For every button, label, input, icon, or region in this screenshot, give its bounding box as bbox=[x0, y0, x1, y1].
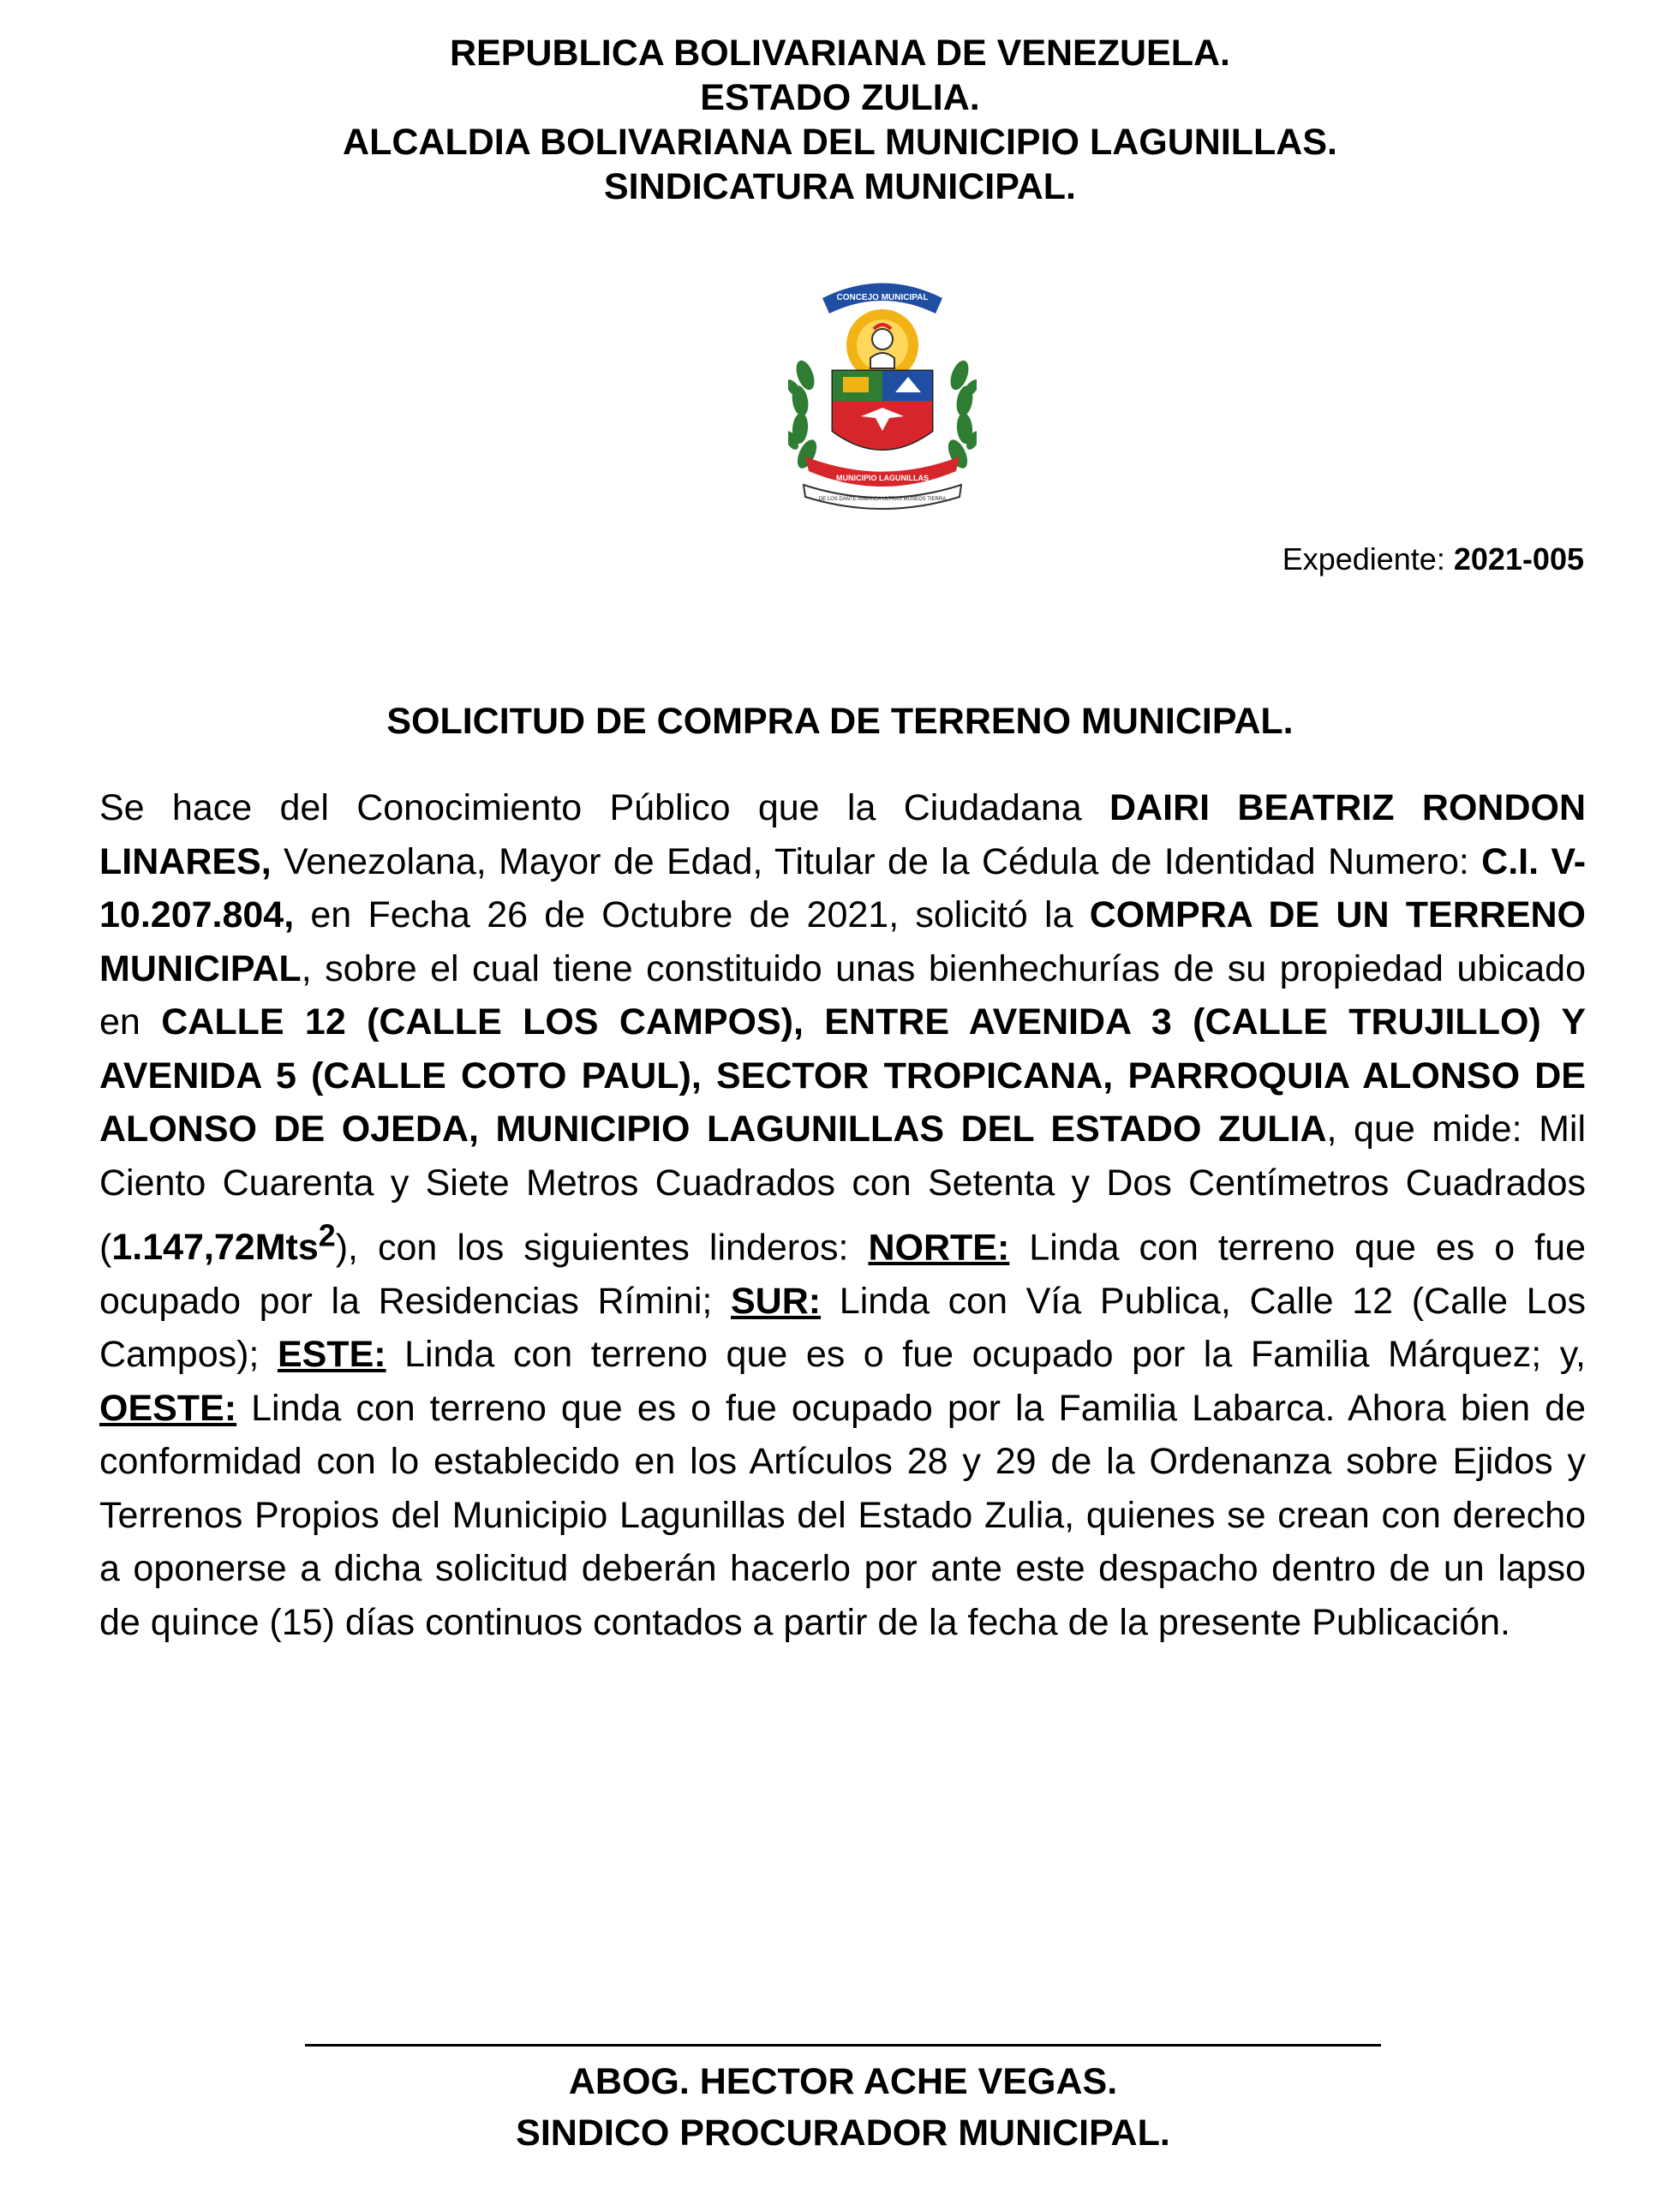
body-text-6: ), con los siguientes linderos: bbox=[335, 1227, 869, 1269]
este-label: ESTE: bbox=[277, 1334, 386, 1376]
sur-label: SUR: bbox=[731, 1280, 822, 1322]
este-text: Linda con terreno que es o fue ocupado por la Familia Márquez; y, bbox=[386, 1334, 1586, 1376]
property-address: CALLE 12 (CALLE LOS CAMPOS), ENTRE AVENIDA 3 (CALLE TRUJILLO) Y AVENIDA 5 (CALLE COTO PAUL), SECTOR TROPICANA, PARROQUIA ALONSO DE ALONSO DE OJEDA, MUNICIPIO LAGUNILLAS DEL ESTADO ZULIA bbox=[99, 1001, 1587, 1150]
header-state: ESTADO ZULIA. bbox=[700, 77, 980, 118]
header-republic: REPUBLICA BOLIVARIANA DE VENEZUELA. bbox=[450, 33, 1230, 74]
crest-band-text: MUNICIPIO LAGUNILLAS bbox=[836, 474, 929, 482]
area-superscript: 2 bbox=[318, 1219, 336, 1253]
area-number: 1.147,72Mts bbox=[111, 1227, 319, 1269]
body-text-5: , que mide: Mil Ciento Cuarenta y Siete Metros Cuadrados con Setenta y Dos Centímetros Cuadrados ( bbox=[99, 1108, 1586, 1269]
laurel-right-icon bbox=[944, 358, 977, 471]
header-alcaldia: ALCALDIA BOLIVARIANA DEL MUNICIPIO LAGUNILLAS. bbox=[343, 122, 1337, 163]
municipal-crest-icon bbox=[788, 272, 977, 512]
cedula-number: C.I. V-10.207.804, bbox=[99, 840, 1587, 935]
signature-block bbox=[305, 2056, 1381, 2159]
body-text-2: Venezolana, Mayor de Edad, Titular de la Cédula de Identidad Numero: bbox=[271, 840, 1482, 882]
area-value bbox=[111, 1219, 336, 1269]
laurel-left-icon bbox=[788, 358, 821, 471]
expediente-label: Expediente: bbox=[1282, 541, 1445, 577]
signer-role: SINDICO PROCURADOR MUNICIPAL. bbox=[516, 2112, 1170, 2154]
document-title: SOLICITUD DE COMPRA DE TERRENO MUNICIPAL. bbox=[386, 701, 1294, 742]
applicant-name: DAIRI BEATRIZ RONDON LINARES, bbox=[99, 787, 1586, 882]
crest-bottom-text: DE LOS DANTE AMERICA ULTRAS MUSEOS TIERRA bbox=[818, 497, 947, 502]
compra-phrase: COMPRA DE UN TERRENO MUNICIPAL bbox=[99, 894, 1586, 989]
oeste-text: Linda con terreno que es o fue ocupado por la Familia Labarca. Ahora bien de conformidad con lo establecido en los Artículos 28 y 29 de la Ordenanza sobre Ejidos y Terrenos Propios del Municipio Lagunillas del Estado Zulia, quienes se crean con derecho a oponerse a dicha solicitud deberán hacerlo por ante este despacho dentro de un lapso de quince (15) días continuos contados a partir de la fecha de la presente Publicación. bbox=[99, 1387, 1586, 1643]
body-text-3: en Fecha 26 de Octubre de 2021, solicitó la bbox=[294, 894, 1090, 935]
sur-text: Linda con Vía Publica, Calle 12 (Calle Los Campos); bbox=[99, 1280, 1587, 1376]
expediente-line bbox=[1282, 541, 1584, 577]
signer-name: ABOG. HECTOR ACHE VEGAS. bbox=[568, 2061, 1118, 2102]
oeste-label: OESTE: bbox=[99, 1387, 237, 1429]
crest-top-text: CONCEJO MUNICIPAL bbox=[836, 293, 929, 302]
header-sindicatura: SINDICATURA MUNICIPAL. bbox=[603, 166, 1076, 207]
norte-label: NORTE: bbox=[868, 1227, 1010, 1269]
body-paragraph bbox=[99, 781, 1586, 1649]
norte-text: Linda con terreno que es o fue ocupado por la Residencias Rímini; bbox=[99, 1227, 1586, 1322]
document-header bbox=[0, 31, 1680, 209]
body-text-1: Se hace del Conocimiento Público que la Ciudadana bbox=[99, 787, 1110, 828]
body-text-4: , sobre el cual tiene constituido unas bienhechurías de su propiedad ubicado en bbox=[99, 947, 1586, 1043]
signature-line bbox=[305, 2044, 1381, 2047]
expediente-number: 2021-005 bbox=[1453, 541, 1584, 577]
